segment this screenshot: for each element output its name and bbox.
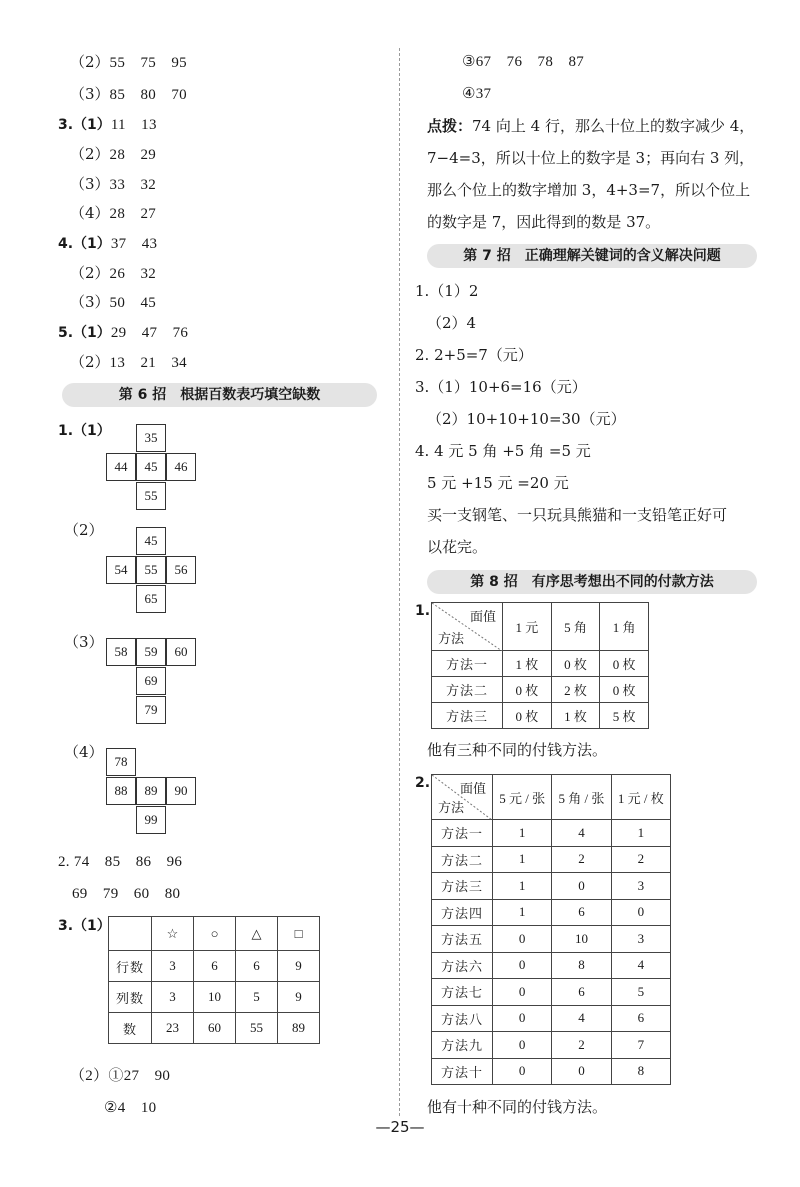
summary-line: 他有十种不同的付钱方法。 (427, 1098, 608, 1116)
table-header-cell: 1 元 (503, 603, 552, 651)
table-cell: 1 (493, 846, 552, 873)
row-label: 数 (109, 1013, 152, 1044)
table-cell: 1 枚 (551, 703, 600, 729)
question-label: （2） (64, 521, 104, 539)
answer-line: （2）10+10+10=30（元） (427, 410, 626, 428)
table-cell: 0 (552, 873, 611, 900)
table-cell: 0 枚 (551, 651, 600, 677)
cross-cell: 55 (136, 556, 166, 584)
table-cell: 0 枚 (600, 677, 649, 703)
question-label: 3.（1） (58, 918, 111, 934)
column-divider (399, 48, 400, 1116)
table-cell: 5 (236, 982, 278, 1013)
page-number: —25— (375, 1118, 425, 1136)
table-header-cell: ○ (194, 917, 236, 951)
corner-top-label: 面值 (469, 609, 496, 624)
table-cell: 2 (552, 846, 611, 873)
answer-line: （2）26 32 (70, 264, 157, 282)
table-cell: 0 枚 (503, 677, 552, 703)
row-label: 方法十 (432, 1058, 493, 1085)
answer-line: （3）50 45 (70, 293, 157, 311)
table-cell: 4 (552, 1005, 611, 1032)
row-label: 方法二 (432, 677, 503, 703)
table-header-cell: 1 角 (600, 603, 649, 651)
row-label: 行数 (109, 951, 152, 982)
cross-cell: 99 (136, 806, 166, 834)
table-cell: 2 (552, 1032, 611, 1059)
table-cell: 23 (152, 1013, 194, 1044)
table-corner-cell (432, 603, 503, 651)
cross-cell: 79 (136, 696, 166, 724)
table-cell: 0 枚 (503, 703, 552, 729)
hint-label: 点拨： (427, 117, 473, 135)
answer-line: 4.（1）37 43 (58, 236, 158, 252)
answer-line: 1.（1）2 (415, 282, 479, 300)
cross-cell: 88 (106, 777, 136, 805)
table-cell: 6 (236, 951, 278, 982)
table-cell: 3 (611, 926, 670, 953)
answer-line: ④37 (462, 86, 492, 102)
table-cell: 1 (493, 820, 552, 847)
table-cell: 5 (611, 979, 670, 1006)
row-label: 方法六 (432, 952, 493, 979)
row-label: 方法一 (432, 651, 503, 677)
table-cell: 0 枚 (600, 651, 649, 677)
cross-cell: 46 (166, 453, 196, 481)
hint-line: 点拨：74 向上 4 行，那么十位上的数字减少 4， (427, 117, 755, 135)
table-cell: 9 (278, 982, 320, 1013)
cross-cell: 45 (136, 453, 166, 481)
table-cell: 0 (493, 1005, 552, 1032)
row-label: 列数 (109, 982, 152, 1013)
table-cell: 0 (493, 1058, 552, 1085)
cross-cell: 56 (166, 556, 196, 584)
answer-line: ②4 10 (104, 1100, 157, 1116)
table-cell: 2 枚 (551, 677, 600, 703)
corner-bottom-label: 方法 (438, 800, 465, 815)
table-cell: 0 (611, 899, 670, 926)
table-header-cell: □ (278, 917, 320, 951)
table-cell: 1 (493, 873, 552, 900)
table-header-cell: 5 角 / 张 (552, 775, 611, 820)
cross-cell: 69 (136, 667, 166, 695)
table-cell: 8 (552, 952, 611, 979)
row-label: 方法三 (432, 873, 493, 900)
cross-cell: 44 (106, 453, 136, 481)
table-cell: 55 (236, 1013, 278, 1044)
payment-table-1 (431, 602, 649, 729)
table-cell: 3 (152, 951, 194, 982)
table-cell: 89 (278, 1013, 320, 1044)
row-label: 方法二 (432, 846, 493, 873)
cross-cell: 59 (136, 638, 166, 666)
row-label: 方法一 (432, 820, 493, 847)
table-cell: 1 (611, 820, 670, 847)
answer-line: 2. 74 85 86 96 (58, 854, 183, 870)
table-header-cell: 1 元 / 枚 (611, 775, 670, 820)
table-cell: 4 (552, 820, 611, 847)
row-label: 方法九 (432, 1032, 493, 1059)
table-cell: 10 (552, 926, 611, 953)
answer-line: （2）①27 90 (70, 1068, 171, 1084)
hint-line: 7−4=3，所以十位上的数字是 3；再向右 3 列， (427, 149, 755, 167)
answer-line: 5 元 +15 元 =20 元 (427, 474, 569, 492)
question-label: 1.（1） (58, 423, 111, 439)
table-corner-cell (432, 775, 493, 820)
table-header-cell: 5 角 (551, 603, 600, 651)
table-header-cell: 5 元 / 张 (493, 775, 552, 820)
table-cell: 6 (611, 1005, 670, 1032)
answer-line: 5.（1）29 47 76 (58, 325, 189, 341)
answer-line: （2）55 75 95 (70, 53, 187, 71)
cross-cell: 65 (136, 585, 166, 613)
section-banner-6: 第 6 招 根据百数表巧填空缺数 (62, 383, 377, 407)
table-header-cell: △ (236, 917, 278, 951)
table-cell: 4 (611, 952, 670, 979)
answer-line: 69 79 60 80 (72, 886, 181, 902)
cross-cell: 78 (106, 748, 136, 776)
answer-line: （3）85 80 70 (70, 85, 187, 103)
table-cell: 1 (493, 899, 552, 926)
corner-bottom-label: 方法 (438, 631, 465, 646)
answer-line: ③67 76 78 87 (462, 54, 585, 70)
table-cell: 60 (194, 1013, 236, 1044)
section-banner-7: 第 7 招 正确理解关键词的含义解决问题 (427, 244, 757, 268)
answer-line: 以花完。 (427, 538, 488, 556)
table-cell: 5 枚 (600, 703, 649, 729)
cross-cell: 90 (166, 777, 196, 805)
table-cell: 7 (611, 1032, 670, 1059)
table-cell: 3 (152, 982, 194, 1013)
summary-line: 他有三种不同的付钱方法。 (427, 741, 608, 759)
table-cell: 6 (194, 951, 236, 982)
answer-line: 3.（1）10+6=16（元） (415, 378, 587, 396)
cross-cell: 35 (136, 424, 166, 452)
row-label: 方法三 (432, 703, 503, 729)
table-cell: 6 (552, 899, 611, 926)
table-cell: 0 (493, 1032, 552, 1059)
table-cell: 2 (611, 846, 670, 873)
row-label: 方法七 (432, 979, 493, 1006)
answer-line: （3）33 32 (70, 175, 157, 193)
table-cell: 9 (278, 951, 320, 982)
table-cell: 10 (194, 982, 236, 1013)
table-cell: 6 (552, 979, 611, 1006)
table-cell: 0 (493, 979, 552, 1006)
table-header-cell: ☆ (152, 917, 194, 951)
cross-cell: 89 (136, 777, 166, 805)
payment-table-2 (431, 774, 671, 1085)
table-cell: 8 (611, 1058, 670, 1085)
question-label: （4） (64, 743, 104, 761)
answer-line: （2）28 29 (70, 145, 157, 163)
answer-line: 3.（1）11 13 (58, 117, 157, 133)
table-cell: 1 枚 (503, 651, 552, 677)
hint-line: 那么个位上的数字增加 3，4+3=7，所以个位上 (427, 181, 751, 199)
row-label: 方法八 (432, 1005, 493, 1032)
answer-line: （4）28 27 (70, 204, 157, 222)
answer-line: 4. 4 元 5 角 +5 角 =5 元 (415, 442, 591, 460)
cross-cell: 55 (136, 482, 166, 510)
table-cell (109, 917, 152, 951)
cross-cell: 54 (106, 556, 136, 584)
answer-line: （2）13 21 34 (70, 353, 187, 371)
corner-top-label: 面值 (459, 781, 486, 796)
symbol-table (108, 916, 320, 1044)
table-cell: 3 (611, 873, 670, 900)
hint-line: 的数字是 7，因此得到的数是 37。 (427, 213, 661, 231)
answer-line: （2）4 (427, 314, 477, 332)
question-label: 2. (415, 775, 431, 791)
cross-cell: 45 (136, 527, 166, 555)
answer-line: 2. 2+5=7（元） (415, 346, 533, 364)
question-label: （3） (64, 633, 104, 651)
table-cell: 0 (552, 1058, 611, 1085)
row-label: 方法四 (432, 899, 493, 926)
cross-cell: 58 (106, 638, 136, 666)
table-cell: 0 (493, 952, 552, 979)
section-banner-8: 第 8 招 有序思考想出不同的付款方法 (427, 570, 757, 594)
row-label: 方法五 (432, 926, 493, 953)
table-cell: 0 (493, 926, 552, 953)
question-label: 1. (415, 603, 431, 619)
answer-line: 买一支钢笔、一只玩具熊猫和一支铅笔正好可 (427, 506, 728, 524)
cross-cell: 60 (166, 638, 196, 666)
